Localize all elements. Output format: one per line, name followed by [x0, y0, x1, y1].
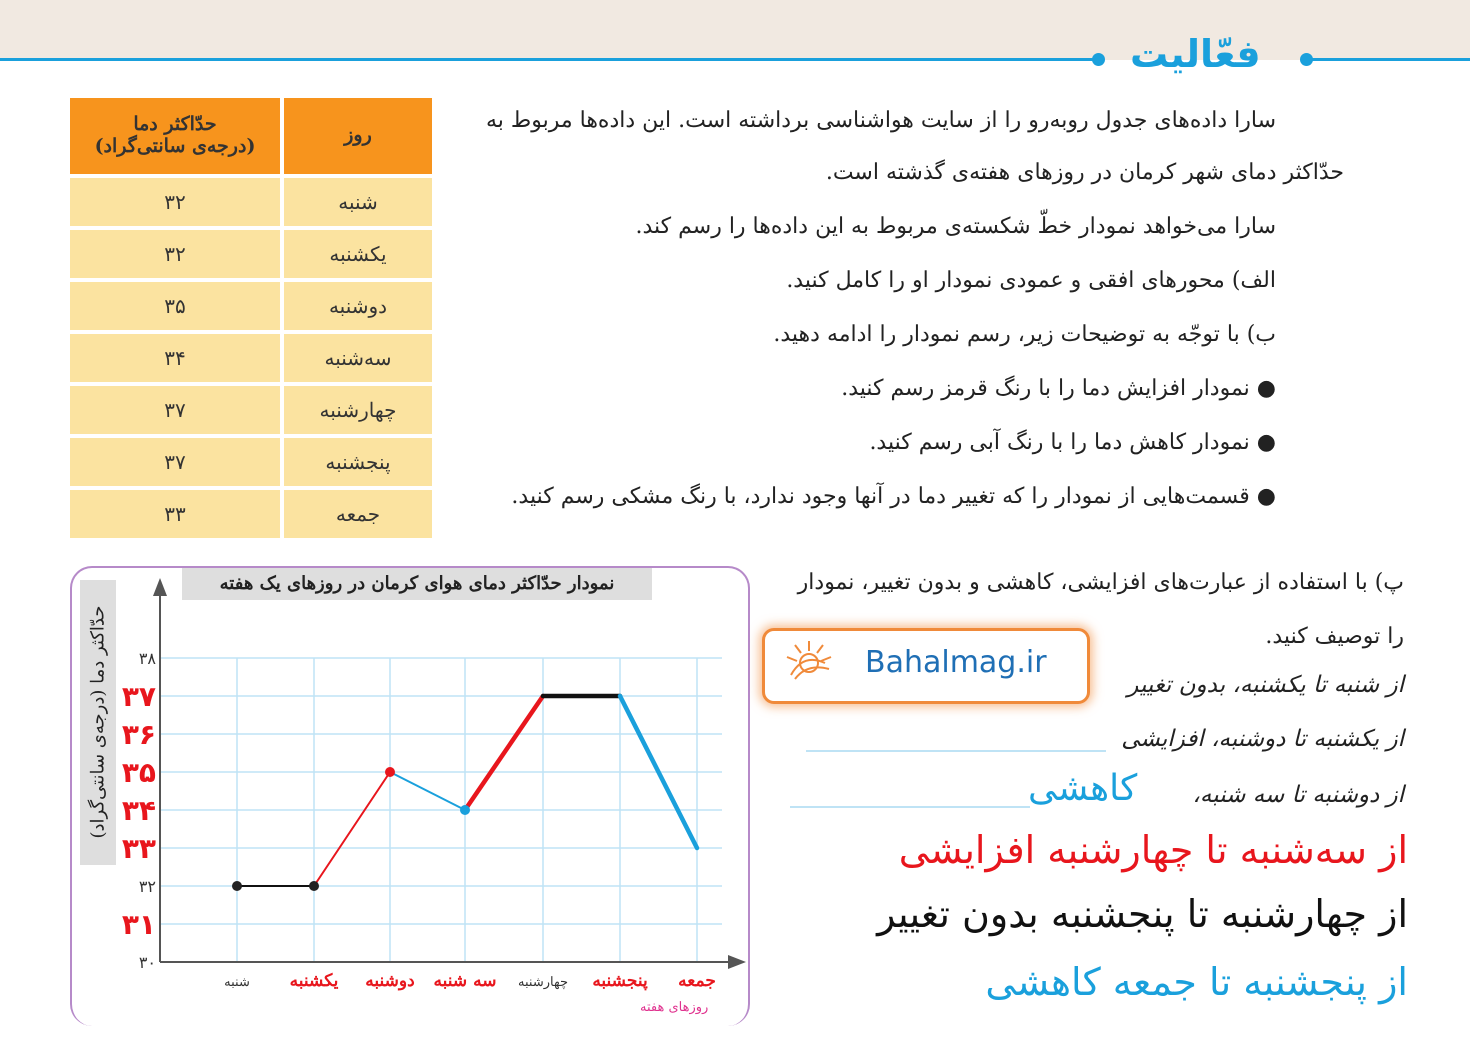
task-p-line-1: پ) با استفاده از عبارت‌های افزایشی، کاهشی و بدون تغییر، نمودار	[797, 570, 1404, 595]
day-cell: شنبه	[284, 178, 432, 226]
y-tick-label: ۳۸	[138, 649, 156, 668]
bahalmag-logo	[762, 628, 1090, 704]
answer-4: از سه‌شنبه تا چهارشنبه افزایشی	[898, 828, 1408, 872]
bullet-increase: ● نمودار افزایش دما را با رنگ قرمز رسم کنید.	[841, 376, 1276, 401]
header-rule-left	[0, 58, 1098, 61]
y-tick-label: ۳۶	[121, 718, 156, 751]
y-axis-label: حدّاکثر دما (درجه‌ی سانتی‌گراد)	[87, 605, 109, 839]
day-cell: جمعه	[284, 490, 432, 538]
intro-line-3: سارا می‌خواهد نمودار خطّ شکسته‌ی مربوط به این داده‌ها را رسم کند.	[635, 214, 1276, 239]
y-tick-label: ۳۴	[121, 794, 156, 827]
sun-logo-icon	[773, 633, 863, 697]
table-row	[70, 490, 432, 538]
answer-line-3	[790, 806, 1030, 808]
day-cell: دوشنبه	[284, 282, 432, 330]
x-tick-label: یکشنبه	[289, 971, 339, 991]
y-tick-label: ۳۱	[121, 908, 156, 941]
temp-cell: ۳۵	[70, 282, 280, 330]
x-tick-label: جمعه	[678, 971, 716, 991]
intro-line-2: حدّاکثر دمای شهر کرمان در روزهای هفته‌ی گذشته است.	[825, 160, 1344, 185]
answer-1: از شنبه تا یکشنبه، بدون تغییر	[1127, 672, 1404, 698]
bullet-nochange: ● قسمت‌هایی از نمودار را که تغییر دما در آنها وجود ندارد، با رنگ مشکی رسم کنید.	[511, 484, 1276, 509]
logo-text: Bahalmag.ir	[865, 645, 1047, 680]
temperature-table	[66, 94, 436, 542]
x-axis-label: روزهای هفته	[640, 1000, 709, 1015]
temp-cell: ۳۷	[70, 438, 280, 486]
col-temp-header-line2: (درجه‌ی سانتی‌گراد)	[94, 135, 256, 157]
header-dot-left	[1092, 53, 1105, 66]
chart-title: نمودار حدّاکثر دمای هوای کرمان در روزهای یک هفته	[182, 568, 652, 600]
y-tick-label: ۳۵	[121, 756, 156, 789]
y-tick-label: ۳۷	[121, 680, 156, 713]
task-p-line-2: را توصیف کنید.	[1265, 624, 1404, 649]
x-tick-label: سه شنبه	[433, 971, 497, 991]
day-cell: پنجشنبه	[284, 438, 432, 486]
col-temp-header-line1: حدّاکثر دما	[133, 113, 217, 136]
temp-cell: ۳۴	[70, 334, 280, 382]
col-day-header: روز	[284, 98, 432, 174]
bullet-decrease: ● نمودار کاهش دما را با رنگ آبی رسم کنید.	[869, 430, 1276, 455]
y-axis-label-box	[80, 580, 116, 865]
day-cell: چهارشنبه	[284, 386, 432, 434]
header-dot-right	[1300, 53, 1313, 66]
temp-cell: ۳۲	[70, 178, 280, 226]
intro-line-1: سارا داده‌های جدول روبه‌رو را از سایت هواشناسی برداشته است. این داده‌ها مربوط به	[485, 108, 1276, 133]
table-row	[70, 282, 432, 330]
temp-cell: ۳۳	[70, 490, 280, 538]
table-row	[70, 438, 432, 486]
task-a: الف) محورهای افقی و عمودی نمودار او را کامل کنید.	[786, 268, 1276, 293]
x-tick-label: دوشنبه	[365, 971, 415, 991]
day-cell: سه‌شنبه	[284, 334, 432, 382]
answer-line-2	[806, 750, 1106, 752]
answer-3-written: کاهشی	[1028, 768, 1138, 809]
y-tick-label: ۳۳	[121, 832, 156, 865]
table-row	[70, 230, 432, 278]
activity-title: فعّالیت	[1130, 32, 1261, 76]
x-tick-label: پنجشنبه	[592, 971, 648, 991]
table-row	[70, 178, 432, 226]
table-row	[70, 334, 432, 382]
chart-frame	[70, 566, 750, 1026]
x-tick-label: شنبه	[224, 975, 250, 990]
day-cell: یکشنبه	[284, 230, 432, 278]
temp-cell: ۳۲	[70, 230, 280, 278]
temp-cell: ۳۷	[70, 386, 280, 434]
answer-2: از یکشنبه تا دوشنبه، افزایشی	[1121, 726, 1404, 752]
col-temp-header	[70, 98, 280, 174]
answer-6: از پنجشنبه تا جمعه کاهشی	[985, 960, 1408, 1004]
x-tick-label: چهارشنبه	[518, 975, 568, 990]
task-b: ب) با توجّه به توضیحات زیر، رسم نمودار را ادامه دهید.	[773, 322, 1276, 347]
answer-5: از چهارشنبه تا پنجشنبه بدون تغییر	[877, 892, 1408, 936]
header-rule-right	[1310, 58, 1470, 61]
table-row	[70, 386, 432, 434]
answer-3: از دوشنبه تا سه شنبه،	[1192, 782, 1404, 808]
y-tick-label: ۳۰	[138, 953, 156, 972]
y-tick-label: ۳۲	[138, 877, 156, 896]
